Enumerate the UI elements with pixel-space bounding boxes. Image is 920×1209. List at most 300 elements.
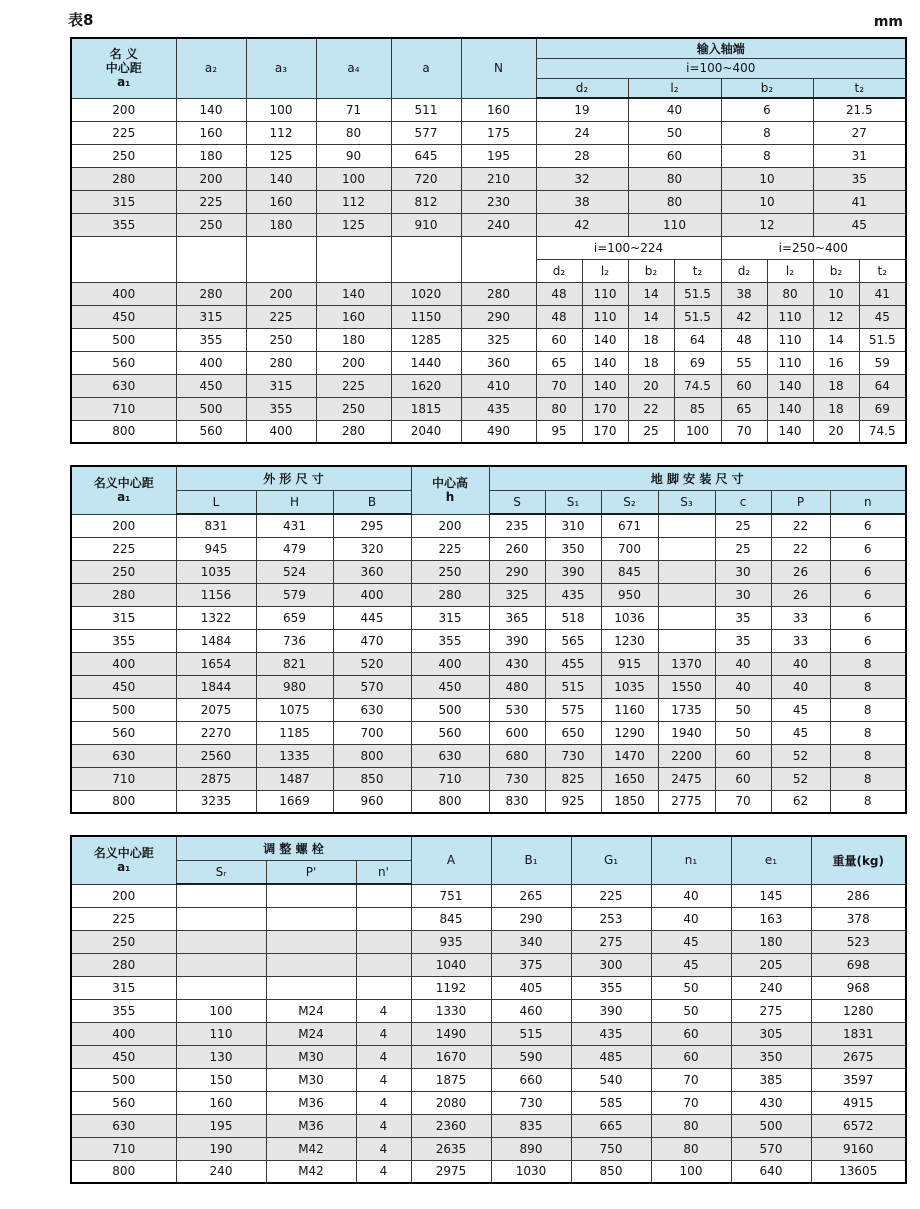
data-cell: 6 [830, 560, 906, 583]
data-cell: 80 [628, 167, 721, 190]
data-cell: 500 [731, 1114, 811, 1137]
data-cell: 1185 [256, 721, 333, 744]
data-cell: 45 [771, 721, 830, 744]
data-cell: 60 [715, 744, 771, 767]
row-header-cell: 630 [71, 744, 176, 767]
data-cell: 10 [721, 167, 813, 190]
data-cell: 20 [813, 420, 859, 443]
data-cell: 22 [771, 514, 830, 537]
header-row [71, 466, 906, 490]
data-cell: 25 [715, 537, 771, 560]
data-cell: 523 [811, 930, 906, 953]
data-cell: 145 [731, 884, 811, 907]
data-cell: 2360 [411, 1114, 491, 1137]
data-cell: 18 [813, 397, 859, 420]
table-row [71, 213, 906, 236]
unit-label: mm [873, 14, 903, 30]
data-cell: 250 [316, 397, 391, 420]
data-cell: 1620 [391, 374, 461, 397]
data-cell: 4 [356, 1160, 411, 1183]
row-header-cell: 560 [71, 721, 176, 744]
data-cell: 520 [333, 652, 411, 675]
col-header: b₂ [721, 78, 813, 98]
row-header-cell: 355 [71, 213, 176, 236]
row-header-cell: 250 [71, 144, 176, 167]
row-header-cell: 450 [71, 675, 176, 698]
data-cell: 41 [859, 282, 906, 305]
header-line: 中心距 [105, 61, 142, 76]
data-cell: 300 [571, 953, 651, 976]
data-cell: 645 [391, 144, 461, 167]
data-cell: 2875 [176, 767, 256, 790]
data-cell: 25 [715, 514, 771, 537]
data-cell: 85 [674, 397, 721, 420]
data-cell: 850 [333, 767, 411, 790]
col-header: b₂ [628, 259, 674, 282]
data-cell: 8 [830, 675, 906, 698]
data-cell: M24 [266, 1022, 356, 1045]
ratio-header: i=100~224 [536, 236, 721, 259]
col-header: l₂ [582, 259, 628, 282]
data-cell: 1020 [391, 282, 461, 305]
data-cell: 2475 [658, 767, 715, 790]
data-cell: 18 [628, 351, 674, 374]
row-header-cell: 450 [71, 1045, 176, 1068]
data-cell: 730 [489, 767, 545, 790]
data-cell: 960 [333, 790, 411, 813]
data-cell: 45 [771, 698, 830, 721]
data-cell: 160 [176, 121, 246, 144]
data-cell: 100 [674, 420, 721, 443]
data-cell: 225 [571, 884, 651, 907]
data-cell: 33 [771, 629, 830, 652]
data-cell: 2040 [391, 420, 461, 443]
col-header: n' [356, 860, 411, 884]
data-cell: 2975 [411, 1160, 491, 1183]
data-cell: 530 [489, 698, 545, 721]
data-cell: 280 [461, 282, 536, 305]
data-cell: 65 [721, 397, 767, 420]
data-cell: 1160 [601, 698, 658, 721]
title-bar [68, 9, 905, 30]
data-cell: 400 [411, 652, 489, 675]
data-cell: 315 [246, 374, 316, 397]
row-header-cell: 560 [71, 351, 176, 374]
table-row [71, 698, 906, 721]
data-cell: 140 [767, 420, 813, 443]
data-cell: 55 [721, 351, 767, 374]
data-cell: 35 [813, 167, 906, 190]
data-cell: 585 [571, 1091, 651, 1114]
data-cell: 60 [721, 374, 767, 397]
col-header: S₂ [601, 490, 658, 514]
row-header-cell: 225 [71, 907, 176, 930]
empty-cell [176, 236, 246, 282]
data-cell: 736 [256, 629, 333, 652]
data-cell: 70 [715, 790, 771, 813]
data-cell: 6 [830, 583, 906, 606]
data-cell: 100 [176, 999, 266, 1022]
data-cell: 340 [491, 930, 571, 953]
row-header-cell: 280 [71, 953, 176, 976]
data-cell: 200 [176, 167, 246, 190]
empty-cell [71, 236, 176, 282]
data-cell: 1815 [391, 397, 461, 420]
data-cell: 210 [461, 167, 536, 190]
col-header: l₂ [767, 259, 813, 282]
data-cell: 1035 [601, 675, 658, 698]
data-cell: M42 [266, 1137, 356, 1160]
data-cell: 579 [256, 583, 333, 606]
data-cell: 225 [176, 190, 246, 213]
empty-cell [391, 236, 461, 282]
data-cell: 45 [813, 213, 906, 236]
data-cell: 95 [536, 420, 582, 443]
data-cell: 1844 [176, 675, 256, 698]
row-header-cell: 200 [71, 884, 176, 907]
table-row [71, 560, 906, 583]
data-cell: 22 [771, 537, 830, 560]
table-row [71, 721, 906, 744]
data-cell: 265 [491, 884, 571, 907]
data-cell [356, 884, 411, 907]
col-header: S₃ [658, 490, 715, 514]
data-cell: 160 [316, 305, 391, 328]
table-row [71, 884, 906, 907]
data-cell: 305 [731, 1022, 811, 1045]
data-cell: 295 [333, 514, 411, 537]
data-cell: 315 [411, 606, 489, 629]
data-cell: 945 [176, 537, 256, 560]
header-line: a₁ [117, 860, 131, 875]
data-cell: 110 [176, 1022, 266, 1045]
data-cell: 831 [176, 514, 256, 537]
data-cell: 730 [491, 1091, 571, 1114]
data-cell: 500 [411, 698, 489, 721]
data-cell: 190 [176, 1137, 266, 1160]
data-cell [176, 907, 266, 930]
data-cell: 2270 [176, 721, 256, 744]
data-cell: 38 [536, 190, 628, 213]
row-header-cell: 280 [71, 167, 176, 190]
data-cell: 60 [651, 1022, 731, 1045]
table-row [71, 1160, 906, 1183]
data-cell: 698 [811, 953, 906, 976]
data-cell: 350 [731, 1045, 811, 1068]
col-header: S₁ [545, 490, 601, 514]
data-cell: 850 [571, 1160, 651, 1183]
table-row [71, 420, 906, 443]
data-cell: 2200 [658, 744, 715, 767]
data-cell: 170 [582, 397, 628, 420]
data-cell: 1150 [391, 305, 461, 328]
data-cell: 225 [411, 537, 489, 560]
data-cell: 570 [333, 675, 411, 698]
col-header: G₁ [571, 836, 651, 884]
table-row [71, 305, 906, 328]
data-cell: 390 [489, 629, 545, 652]
data-cell: 48 [721, 328, 767, 351]
data-cell: 180 [246, 213, 316, 236]
data-cell: 52 [771, 744, 830, 767]
data-cell: 14 [628, 282, 674, 305]
ratio-header: i=100~400 [536, 58, 906, 78]
empty-cell [316, 236, 391, 282]
data-cell: 60 [651, 1045, 731, 1068]
data-cell: 1831 [811, 1022, 906, 1045]
col-header: H [256, 490, 333, 514]
data-cell: 160 [246, 190, 316, 213]
data-cell: 140 [582, 328, 628, 351]
data-cell: 22 [628, 397, 674, 420]
data-cell: 6 [721, 98, 813, 121]
data-cell: 80 [651, 1114, 731, 1137]
data-cell: 40 [651, 884, 731, 907]
data-cell: 450 [176, 374, 246, 397]
data-cell: 1940 [658, 721, 715, 744]
data-cell: 835 [491, 1114, 571, 1137]
data-cell: 400 [333, 583, 411, 606]
data-cell: 3597 [811, 1068, 906, 1091]
data-cell: 33 [771, 606, 830, 629]
data-cell: 325 [489, 583, 545, 606]
col-header: e₁ [731, 836, 811, 884]
data-cell: 31 [813, 144, 906, 167]
data-cell: 1490 [411, 1022, 491, 1045]
header-line: a₁ [117, 490, 131, 505]
data-cell: 48 [536, 282, 582, 305]
data-cell: 2560 [176, 744, 256, 767]
data-cell [266, 976, 356, 999]
row-header-cell: 225 [71, 537, 176, 560]
data-cell: 1036 [601, 606, 658, 629]
data-cell: 630 [333, 698, 411, 721]
data-cell: 1330 [411, 999, 491, 1022]
data-cell: 630 [411, 744, 489, 767]
data-cell: 38 [721, 282, 767, 305]
data-cell: 45 [651, 930, 731, 953]
data-cell: M42 [266, 1160, 356, 1183]
data-cell: 18 [628, 328, 674, 351]
data-cell: 163 [731, 907, 811, 930]
data-cell: 19 [536, 98, 628, 121]
col-header-center-height [411, 466, 489, 514]
data-cell: 560 [176, 420, 246, 443]
data-cell: 26 [771, 560, 830, 583]
data-cell: 1370 [658, 652, 715, 675]
data-cell: 2075 [176, 698, 256, 721]
data-cell: 480 [489, 675, 545, 698]
row-header-cell: 280 [71, 583, 176, 606]
data-cell: 4 [356, 1137, 411, 1160]
data-cell: 845 [601, 560, 658, 583]
data-cell: 1285 [391, 328, 461, 351]
data-cell: 1192 [411, 976, 491, 999]
data-cell: 1290 [601, 721, 658, 744]
col-header: n₁ [651, 836, 731, 884]
row-header-cell: 710 [71, 1137, 176, 1160]
data-cell: 430 [489, 652, 545, 675]
data-cell: 660 [491, 1068, 571, 1091]
data-cell: 8 [830, 698, 906, 721]
data-cell: 4 [356, 999, 411, 1022]
col-header-weight: 重量(kg) [811, 836, 906, 884]
data-cell: 195 [461, 144, 536, 167]
table-row [71, 167, 906, 190]
data-cell: 200 [316, 351, 391, 374]
table-row [71, 629, 906, 652]
data-cell: 800 [411, 790, 489, 813]
data-cell [176, 976, 266, 999]
table-row [71, 930, 906, 953]
col-header: N [461, 38, 536, 98]
data-cell: 515 [545, 675, 601, 698]
row-header-cell: 500 [71, 328, 176, 351]
data-cell: 540 [571, 1068, 651, 1091]
data-cell: 40 [715, 652, 771, 675]
table-row [71, 606, 906, 629]
data-cell: 90 [316, 144, 391, 167]
data-cell: 290 [461, 305, 536, 328]
header-line: h [445, 490, 455, 505]
header-row [71, 836, 906, 860]
data-cell: 8 [830, 652, 906, 675]
data-cell: 64 [674, 328, 721, 351]
group-header-input-shaft-end: 输入轴端 [536, 38, 906, 58]
table-row [71, 1137, 906, 1160]
data-cell: 435 [571, 1022, 651, 1045]
table-row [71, 1022, 906, 1045]
data-cell: 1850 [601, 790, 658, 813]
data-cell: 30 [715, 583, 771, 606]
data-cell: 1035 [176, 560, 256, 583]
data-cell: 6 [830, 606, 906, 629]
row-header-cell: 630 [71, 1114, 176, 1137]
data-cell: 435 [461, 397, 536, 420]
col-header: t₂ [859, 259, 906, 282]
data-cell: 821 [256, 652, 333, 675]
data-cell: 385 [731, 1068, 811, 1091]
col-header-a1 [71, 38, 176, 98]
data-cell: 700 [333, 721, 411, 744]
data-cell: 225 [316, 374, 391, 397]
data-cell [176, 953, 266, 976]
table-row [71, 1068, 906, 1091]
table-row [71, 282, 906, 305]
data-cell: 1322 [176, 606, 256, 629]
data-cell: 110 [767, 328, 813, 351]
col-header: t₂ [674, 259, 721, 282]
data-cell: 60 [628, 144, 721, 167]
data-cell: 60 [715, 767, 771, 790]
table-row [71, 397, 906, 420]
empty-cell [461, 236, 536, 282]
table-number: 表8 [68, 11, 94, 29]
data-cell: 671 [601, 514, 658, 537]
data-cell [266, 953, 356, 976]
data-cell: 430 [731, 1091, 811, 1114]
data-cell: 1470 [601, 744, 658, 767]
data-cell: 59 [859, 351, 906, 374]
col-header: L [176, 490, 256, 514]
data-cell: 250 [246, 328, 316, 351]
data-cell: 240 [731, 976, 811, 999]
data-cell: 70 [651, 1091, 731, 1114]
data-cell: 130 [176, 1045, 266, 1068]
data-cell: 140 [767, 397, 813, 420]
data-cell [658, 583, 715, 606]
table-row [71, 675, 906, 698]
table-row [71, 514, 906, 537]
header-line: a₁ [117, 75, 131, 90]
table-row [71, 190, 906, 213]
data-cell: 275 [731, 999, 811, 1022]
data-cell: 64 [859, 374, 906, 397]
empty-cell [246, 236, 316, 282]
data-cell: 80 [651, 1137, 731, 1160]
data-cell: 110 [628, 213, 721, 236]
row-header-cell: 355 [71, 999, 176, 1022]
data-cell: 170 [582, 420, 628, 443]
col-header: d₂ [536, 78, 628, 98]
col-header: P' [266, 860, 356, 884]
col-header-a1 [71, 836, 176, 884]
data-cell: 24 [536, 121, 628, 144]
data-cell [658, 606, 715, 629]
data-cell: 110 [582, 305, 628, 328]
data-cell: 6 [830, 629, 906, 652]
group-header-outline-dimensions: 外 形 尺 寸 [176, 466, 411, 490]
data-cell: 1735 [658, 698, 715, 721]
row-header-cell: 630 [71, 374, 176, 397]
data-cell: 431 [256, 514, 333, 537]
data-cell: 65 [536, 351, 582, 374]
data-cell: 50 [715, 721, 771, 744]
data-cell [658, 560, 715, 583]
data-cell: 205 [731, 953, 811, 976]
data-cell: 485 [571, 1045, 651, 1068]
data-cell: 51.5 [859, 328, 906, 351]
col-header: a₃ [246, 38, 316, 98]
data-cell: 640 [731, 1160, 811, 1183]
col-header: l₂ [628, 78, 721, 98]
data-cell: 1650 [601, 767, 658, 790]
row-header-cell: 225 [71, 121, 176, 144]
data-cell: 8 [830, 767, 906, 790]
data-cell: 10 [721, 190, 813, 213]
data-cell [658, 629, 715, 652]
data-cell: 280 [176, 282, 246, 305]
data-cell: 240 [461, 213, 536, 236]
data-cell: 710 [411, 767, 489, 790]
data-cell: 40 [651, 907, 731, 930]
data-cell: 260 [489, 537, 545, 560]
data-cell: 355 [411, 629, 489, 652]
data-cell: 310 [545, 514, 601, 537]
table-row [71, 374, 906, 397]
data-cell: 52 [771, 767, 830, 790]
data-cell: 125 [246, 144, 316, 167]
data-cell: 650 [545, 721, 601, 744]
col-header: t₂ [813, 78, 906, 98]
data-cell: 140 [582, 351, 628, 374]
data-cell: 2775 [658, 790, 715, 813]
data-cell: 375 [491, 953, 571, 976]
data-cell: 280 [316, 420, 391, 443]
data-cell: 21.5 [813, 98, 906, 121]
row-header-cell: 400 [71, 1022, 176, 1045]
col-header: a [391, 38, 461, 98]
